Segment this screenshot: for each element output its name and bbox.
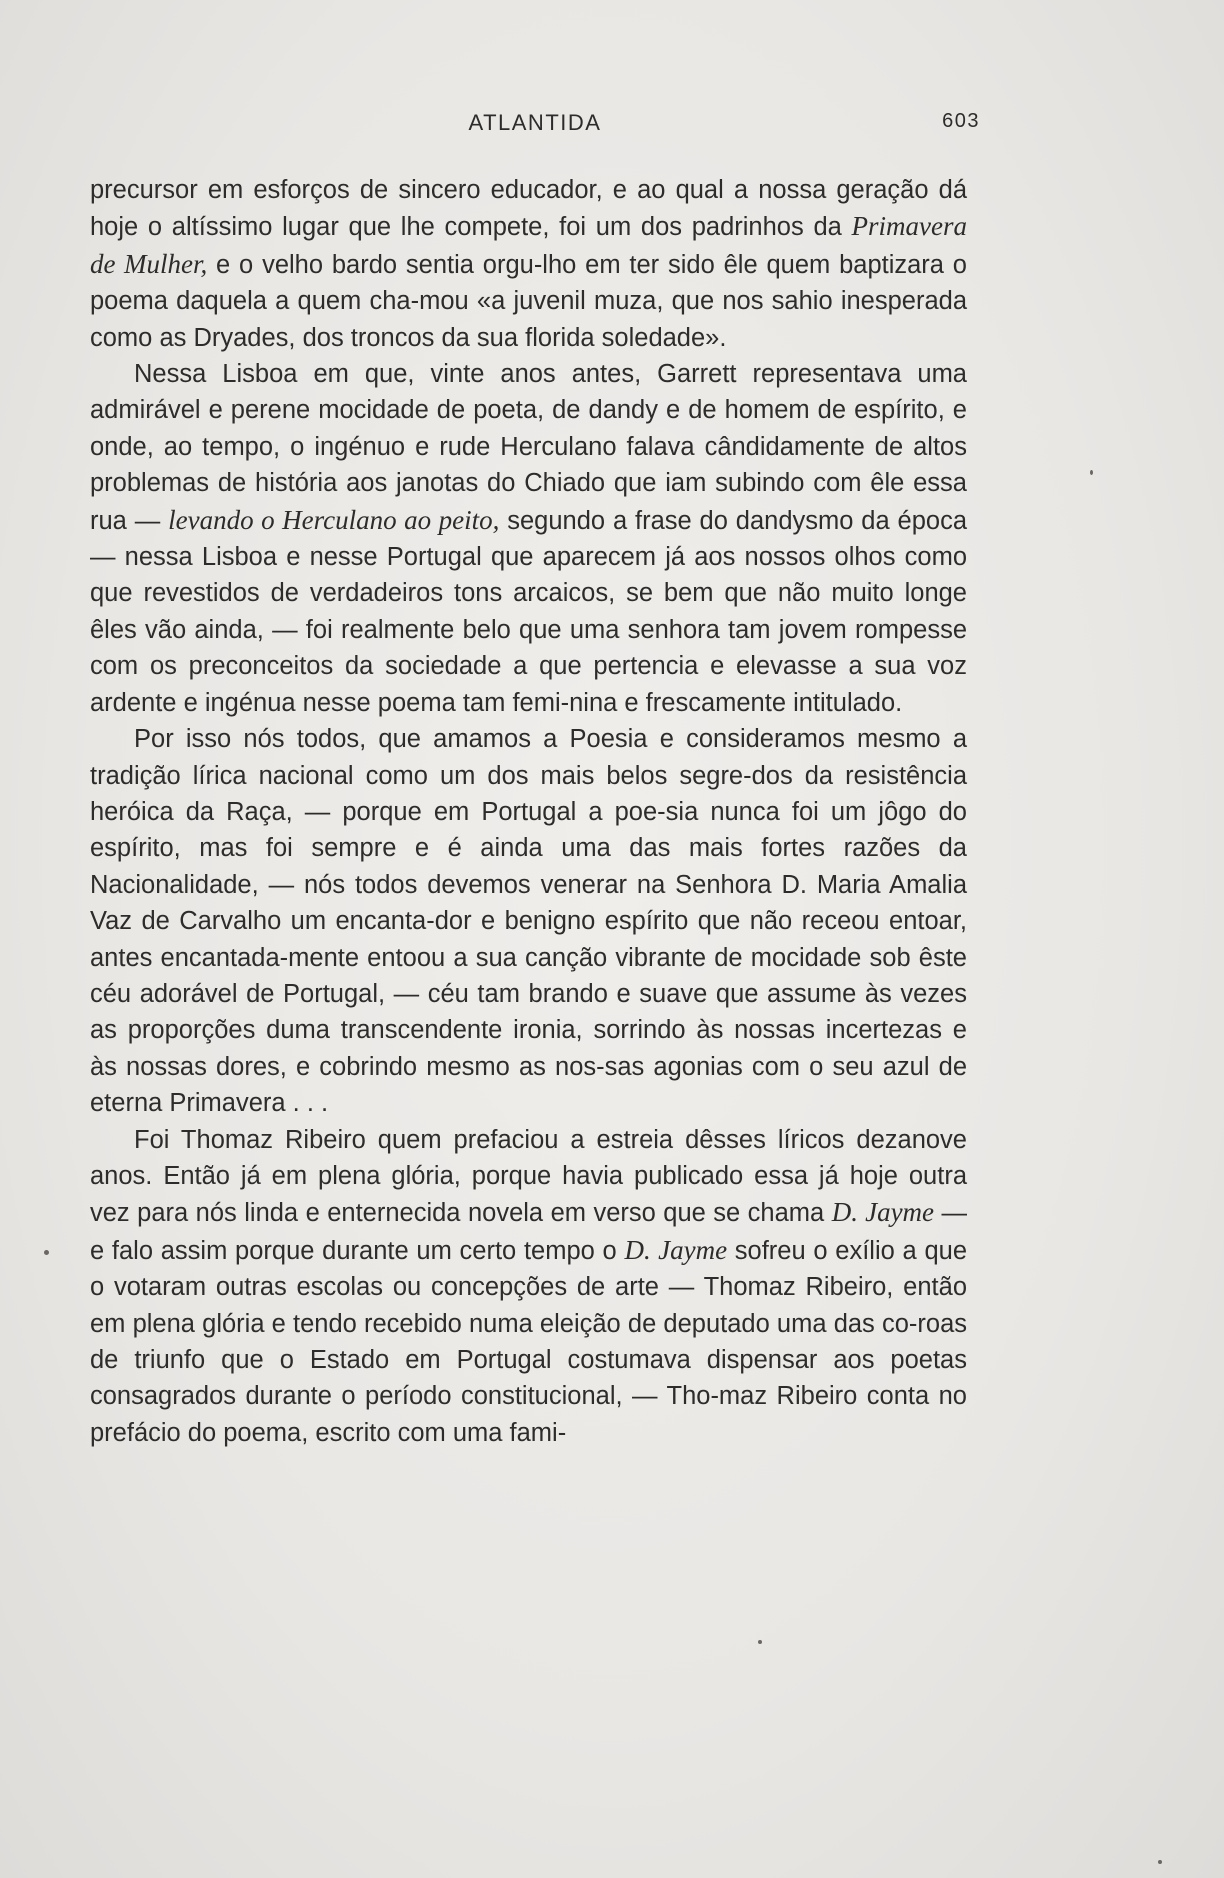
text-run: Foi Thomaz Ribeiro quem prefaciou a estreia dêsses líricos dezanove anos. Então já em plena glória, porque havia publicado essa já hoje outra vez para nós linda e enternecida novela em verso que se chama: [90, 1125, 967, 1228]
ink-speck: [1090, 470, 1093, 475]
page-number: 603: [942, 110, 980, 132]
italic-title: D. Jayme: [624, 1234, 728, 1265]
italic-title: Primavera de Mulher,: [90, 211, 967, 279]
running-title: ATLANTIDA: [468, 110, 602, 135]
italic-title: D. Jayme: [831, 1197, 935, 1228]
text-run: sofreu o exílio a que o votaram outras escolas ou concepções de arte — Thomaz Ribeiro, então em plena glória e tendo recebido numa eleição de deputado uma das co-roas de triunfo que o Estado em Portugal costumava dispensar aos poetas consagrados durante o período constitucional, — Tho-maz Ribeiro conta no prefácio do poema, escrito com uma fami-: [90, 1236, 967, 1447]
text-run: segundo a frase do dandysmo da época — nessa Lisboa e nesse Portugal que aparecem já aos nossos olhos como que revestidos de verdadeiros tons arcaicos, se bem que não muito longe êles vão ainda, — foi realmente belo que uma senhora tam jovem rompesse com os preconceitos da sociedade a que pertencia e elevasse a sua voz ardente e ingénua nesse poema tam femi-nina e frescamente intitulado.: [90, 506, 967, 717]
italic-title: levando o Herculano ao peito,: [168, 504, 500, 535]
paragraph: [90, 356, 967, 721]
ink-speck: [44, 1250, 49, 1255]
text-run: — e falo assim porque durante um certo tempo o: [90, 1199, 968, 1265]
page-header: [90, 110, 980, 142]
paragraph: [90, 1122, 967, 1452]
paragraph: [90, 172, 967, 356]
text-run: Nessa Lisboa em que, vinte anos antes, Garrett representava uma admirável e perene mocidade de poeta, de dandy e de homem de espírito, e onde, ao tempo, o ingénuo e rude Herculano falava cândidamente de altos problemas de história aos janotas do Chiado que iam subindo com êle essa rua —: [90, 360, 967, 535]
body-text: [90, 172, 967, 1451]
text-run: Por isso nós todos, que amamos a Poesia e consideramos mesmo a tradição lírica nacional como um dos mais belos segre-dos da resistência heróica da Raça, — porque em Portugal a poe-sia nunca foi um jôgo do espírito, mas foi sempre e é ainda uma das mais fortes razões da Nacionalidade, — nós todos devemos venerar na Senhora D. Maria Amalia Vaz de Carvalho um encanta-dor e benigno espírito que não receou entoar, antes encantada-mente entoou a sua canção vibrante de mocidade sob êste céu adorável de Portugal, — céu tam brando e suave que assume às vezes as proporções duma transcendente ironia, sorrindo às nossas incertezas e às nossas dores, e cobrindo mesmo as nos-sas agonias com o seu azul de eterna Primavera . . .: [90, 725, 967, 1118]
ink-speck: [758, 1640, 762, 1644]
text-run: precursor em esforços de sincero educador, e ao qual a nossa geração dá hoje o altíssimo lugar que lhe compete, foi um dos padrinhos da: [90, 176, 967, 242]
paragraph: [90, 721, 967, 1121]
text-run: e o velho bardo sentia orgu-lho em ter sido êle quem baptizara o poema daquela a quem cha-mou «a juvenil muza, que nos sahio inesperada como as Dryades, dos troncos da sua florida soledade».: [90, 250, 967, 352]
ink-speck: [1158, 1860, 1162, 1864]
